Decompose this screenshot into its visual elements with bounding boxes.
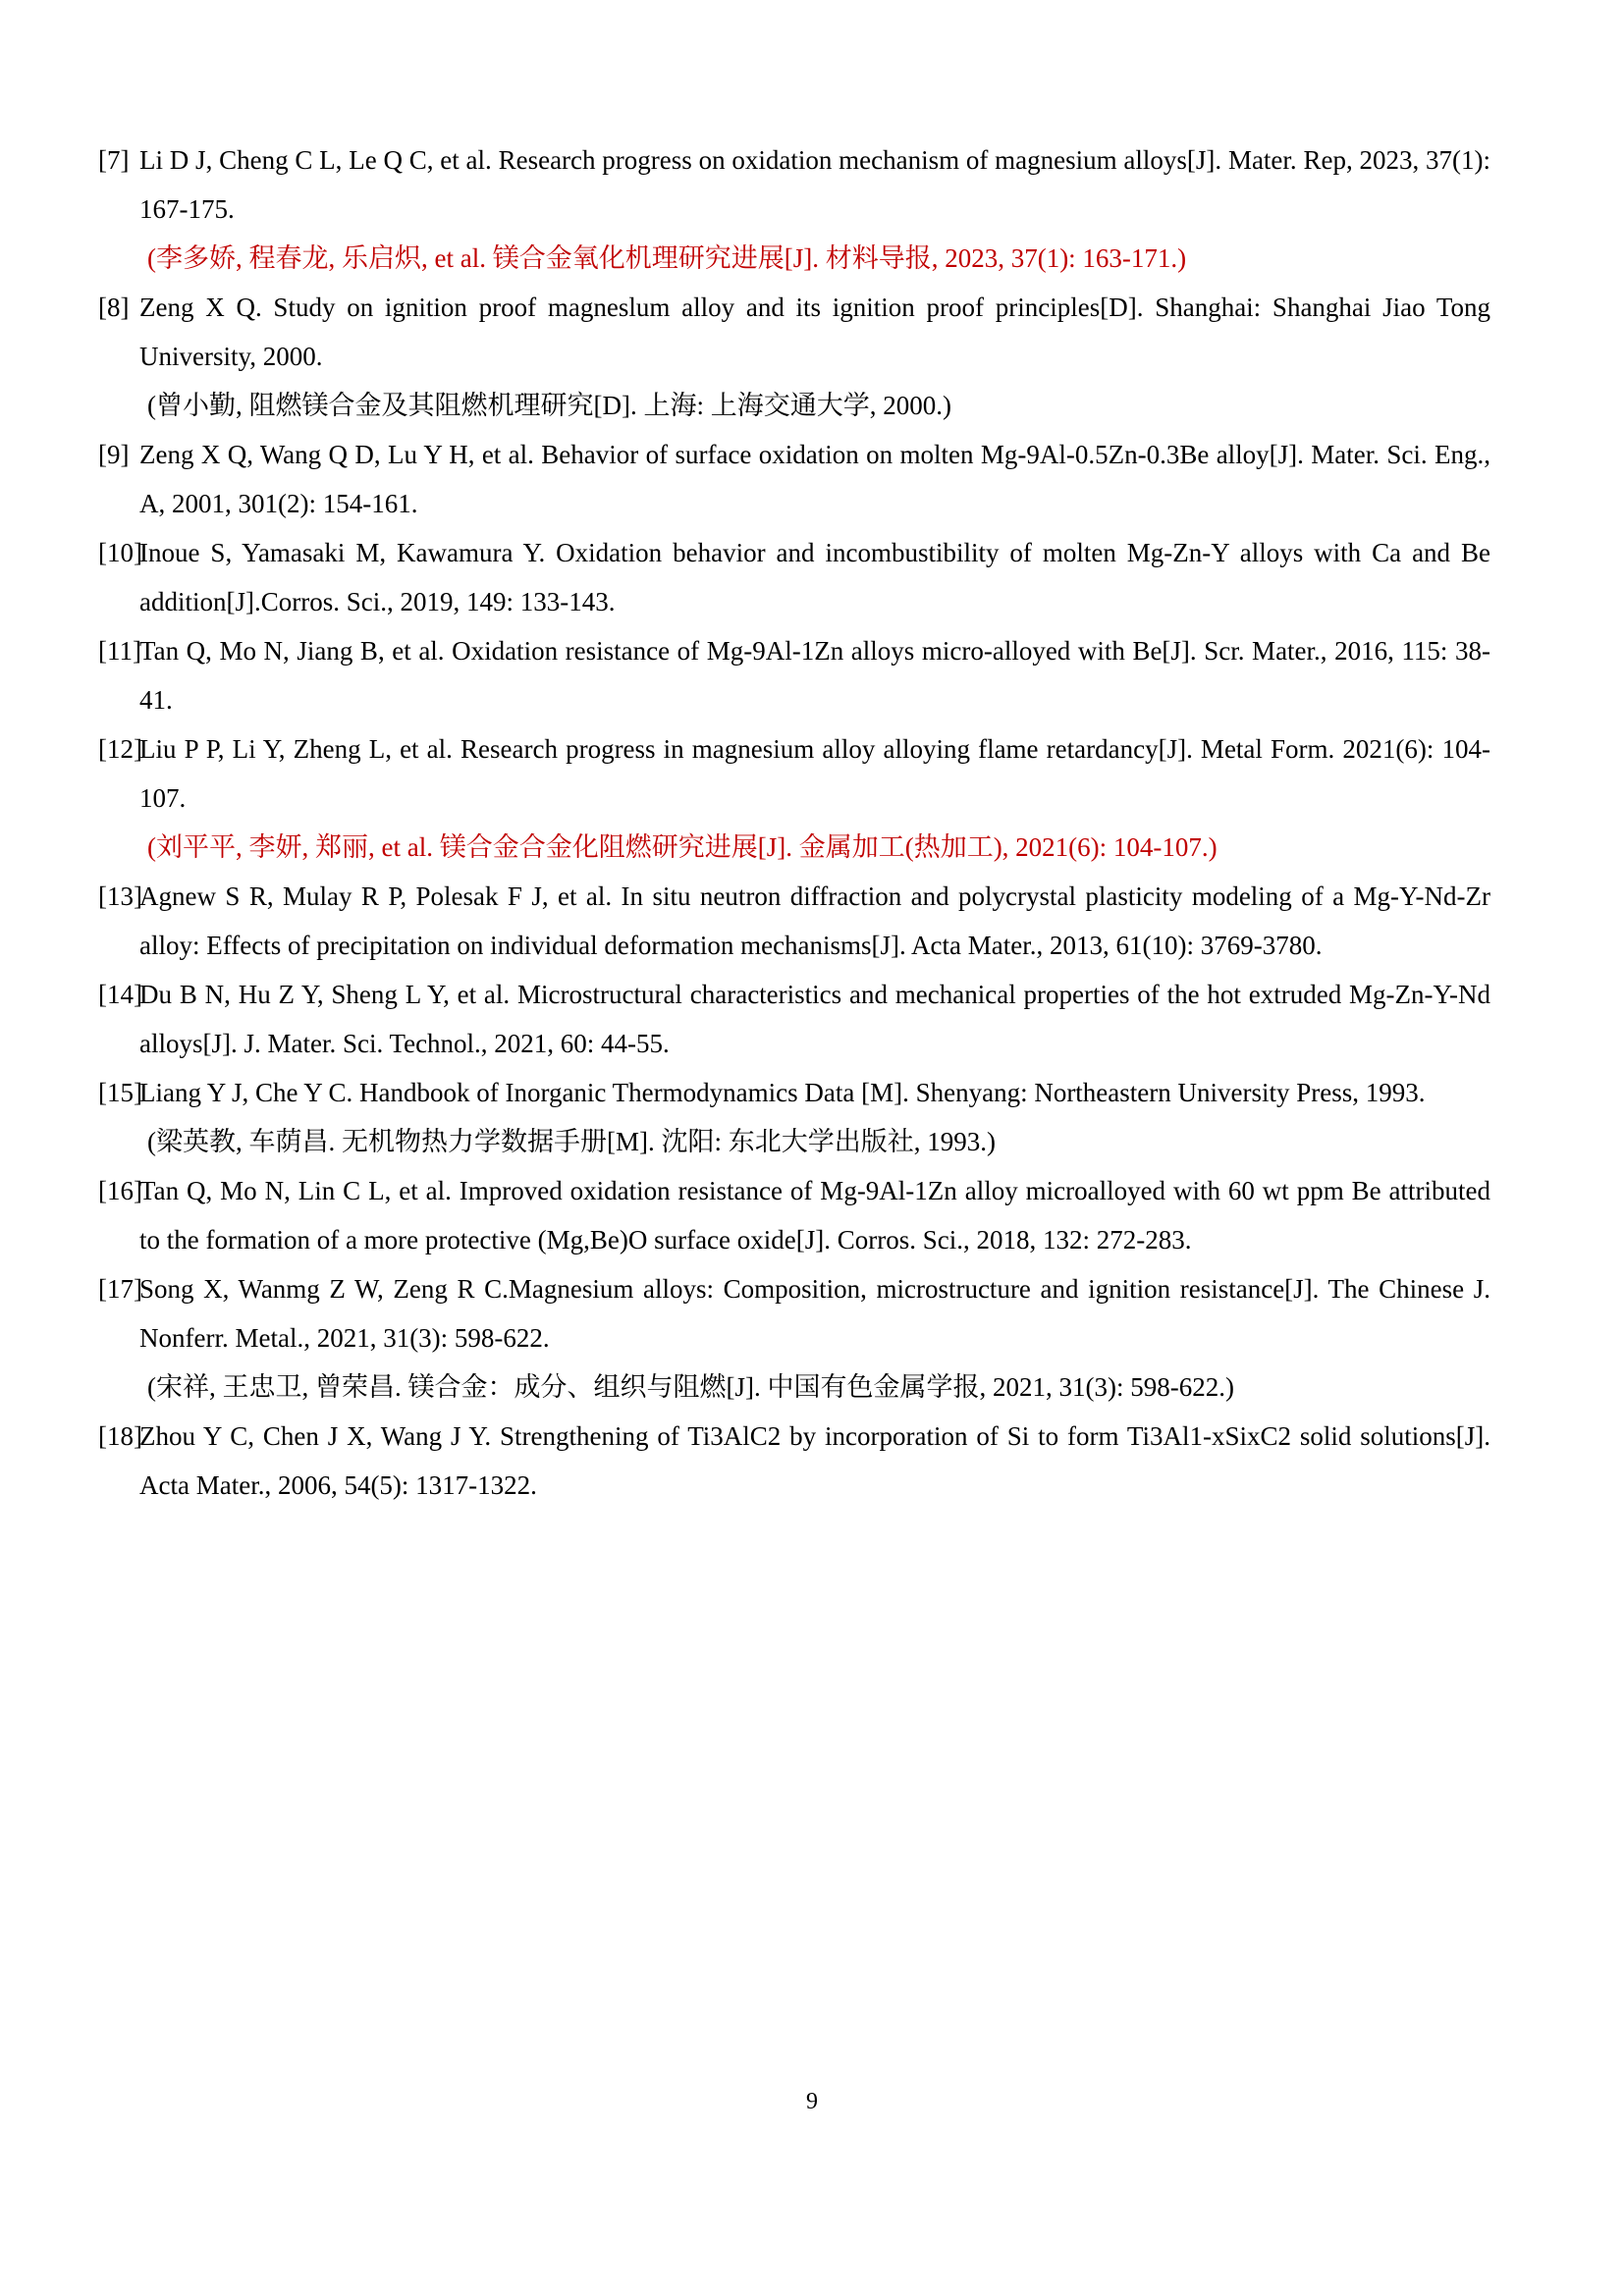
reference-number: [18] bbox=[98, 1421, 142, 1451]
reference-number: [16] bbox=[98, 1176, 142, 1205]
reference-translation: (曾小勤, 阻燃镁合金及其阻燃机理研究[D]. 上海: 上海交通大学, 2000.) bbox=[147, 391, 951, 420]
reference-item bbox=[98, 283, 1490, 430]
reference-item bbox=[98, 1166, 1490, 1264]
reference-item bbox=[98, 135, 1490, 283]
reference-number: [14] bbox=[98, 980, 142, 1009]
reference-citation: Zeng X Q, Wang Q D, Lu Y H, et al. Behavior of surface oxidation on molten Mg-9Al-0.5Zn-0.3Be alloy[J]. Mater. Sci. Eng., A, 2001, 301(2): 154-161. bbox=[139, 440, 1490, 518]
reference-translation: (梁英教, 车荫昌. 无机物热力学数据手册[M]. 沈阳: 东北大学出版社, 1993.) bbox=[147, 1127, 996, 1156]
reference-number: [12] bbox=[98, 734, 142, 764]
reference-item bbox=[98, 528, 1490, 626]
reference-citation: Inoue S, Yamasaki M, Kawamura Y. Oxidation behavior and incombustibility of molten Mg-Zn-Y alloys with Ca and Be addition[J].Corros. Sci., 2019, 149: 133-143. bbox=[139, 538, 1490, 616]
reference-citation: Tan Q, Mo N, Lin C L, et al. Improved oxidation resistance of Mg-9Al-1Zn alloy microalloyed with 60 wt ppm Be attributed to the formation of a more protective (Mg,Be)O surface oxide[J]. Corros. Sci., 2018, 132: 272-283. bbox=[139, 1176, 1490, 1255]
reference-item bbox=[98, 430, 1490, 528]
reference-number: [7] bbox=[98, 145, 130, 175]
reference-number: [15] bbox=[98, 1078, 142, 1107]
reference-number: [13] bbox=[98, 881, 142, 911]
references-list bbox=[98, 135, 1490, 1510]
reference-number: [17] bbox=[98, 1274, 142, 1304]
reference-item bbox=[98, 1412, 1490, 1510]
reference-number: [10] bbox=[98, 538, 142, 567]
reference-citation: Liang Y J, Che Y C. Handbook of Inorganic Thermodynamics Data [M]. Shenyang: Northeastern University Press, 1993. bbox=[139, 1078, 1426, 1107]
reference-translation: (刘平平, 李妍, 郑丽, et al. 镁合金合金化阻燃研究进展[J]. 金属加工(热加工), 2021(6): 104-107.) bbox=[147, 832, 1218, 862]
reference-translation: (宋祥, 王忠卫, 曾荣昌. 镁合金：成分、组织与阻燃[J]. 中国有色金属学报, 2021, 31(3): 598-622.) bbox=[147, 1372, 1234, 1402]
reference-item bbox=[98, 626, 1490, 724]
reference-item bbox=[98, 1068, 1490, 1166]
reference-citation: Du B N, Hu Z Y, Sheng L Y, et al. Microstructural characteristics and mechanical properties of the hot extruded Mg-Zn-Y-Nd alloys[J]. J. Mater. Sci. Technol., 2021, 60: 44-55. bbox=[139, 980, 1490, 1058]
reference-item bbox=[98, 872, 1490, 970]
reference-item bbox=[98, 1264, 1490, 1412]
reference-citation: Zhou Y C, Chen J X, Wang J Y. Strengthening of Ti3AlC2 by incorporation of Si to form Ti3Al1-xSixC2 solid solutions[J]. Acta Mater., 2006, 54(5): 1317-1322. bbox=[139, 1421, 1490, 1500]
reference-item bbox=[98, 724, 1490, 872]
reference-number: [9] bbox=[98, 440, 130, 469]
page-number: 9 bbox=[806, 2089, 818, 2114]
reference-citation: Li D J, Cheng C L, Le Q C, et al. Research progress on oxidation mechanism of magnesium alloys[J]. Mater. Rep, 2023, 37(1): 167-175. bbox=[139, 145, 1490, 224]
reference-translation: (李多娇, 程春龙, 乐启炽, et al. 镁合金氧化机理研究进展[J]. 材料导报, 2023, 37(1): 163-171.) bbox=[147, 243, 1187, 273]
reference-item bbox=[98, 970, 1490, 1068]
reference-citation: Tan Q, Mo N, Jiang B, et al. Oxidation resistance of Mg-9Al-1Zn alloys micro-alloyed with Be[J]. Scr. Mater., 2016, 115: 38-41. bbox=[139, 636, 1490, 715]
reference-citation: Zeng X Q. Study on ignition proof magneslum alloy and its ignition proof principles[D]. Shanghai: Shanghai Jiao Tong University, 2000. bbox=[139, 293, 1490, 371]
reference-number: [11] bbox=[98, 636, 141, 666]
reference-citation: Agnew S R, Mulay R P, Polesak F J, et al. In situ neutron diffraction and polycrystal plasticity modeling of a Mg-Y-Nd-Zr alloy: Effects of precipitation on individual deformation mechanisms[J]. Acta Mater., 2013, 61(10): 3769-3780. bbox=[139, 881, 1490, 960]
reference-citation: Liu P P, Li Y, Zheng L, et al. Research progress in magnesium alloy alloying flame retardancy[J]. Metal Form. 2021(6): 104-107. bbox=[139, 734, 1490, 813]
reference-citation: Song X, Wanmg Z W, Zeng R C.Magnesium alloys: Composition, microstructure and ignition resistance[J]. The Chinese J. Nonferr. Metal., 2021, 31(3): 598-622. bbox=[139, 1274, 1490, 1353]
reference-number: [8] bbox=[98, 293, 130, 322]
